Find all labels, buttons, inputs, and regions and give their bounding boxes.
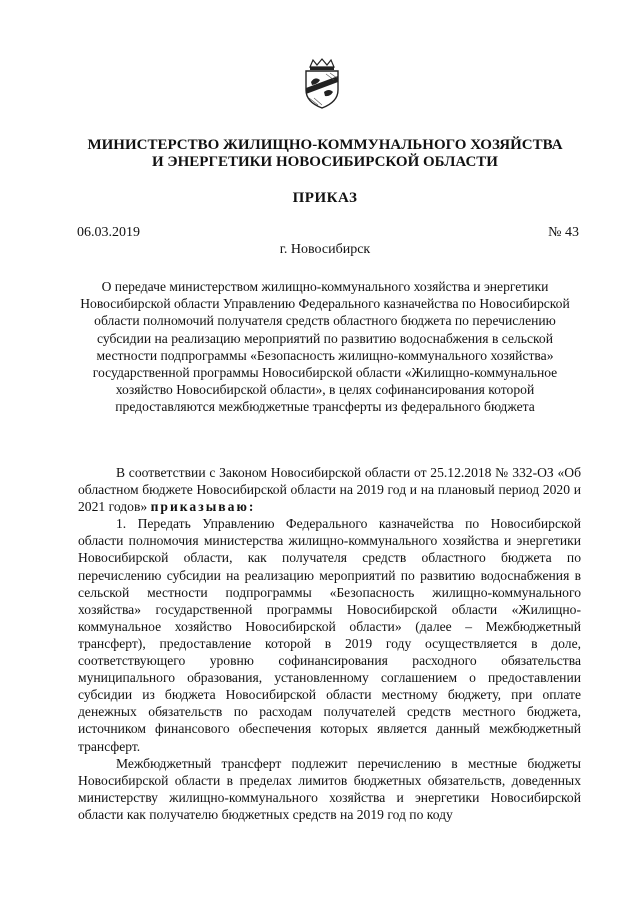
document-body bbox=[78, 464, 581, 823]
body-paragraph-2: Межбюджетный трансферт подлежит перечислению в местные бюджеты Новосибирской области в пределах лимитов бюджетных обязательств, доведенных министерству жилищно-коммунального хозяйства и энергетики Новосибирской области как получателю бюджетных средств на 2019 год по коду bbox=[78, 755, 581, 822]
ministry-name bbox=[60, 137, 590, 171]
ministry-name-line-1: МИНИСТЕРСТВО ЖИЛИЩНО-КОММУНАЛЬНОГО ХОЗЯЙСТВА bbox=[87, 137, 563, 153]
novosibirsk-coat-of-arms-icon bbox=[300, 58, 344, 110]
document-subject: О передаче министерством жилищно-коммунального хозяйства и энергетики Новосибирской области Управлению Федерального казначейства по Новосибирской области полномочий получателя средств областного бюджета по перечислению субсидии на реализацию мероприятий по развитию водоснабжения в сельской местности подпрограммы «Безопасность жилищно-коммунального хозяйства» государственной программы Новосибирской области «Жилищно-коммунальное хозяйство Новосибирской области», в целях софинансирования которой предоставляются межбюджетные трансферты из федерального бюджета bbox=[80, 279, 570, 415]
body-item-1: 1. Передать Управлению Федерального казначейства по Новосибирской области полномочия министерства жилищно-коммунального хозяйства и энергетики Новосибирской области, как получателя средств областного бюджета по перечислению субсидии на реализацию мероприятий по развитию водоснабжения в сельской местности подпрограммы «Безопасность жилищно-коммунального хозяйства» государственной программы Новосибирской области «Жилищно-коммунальное хозяйство Новосибирской области» (далее – Межбюджетный трансферт), предоставление которой в 2019 году осуществляется в доле, соответствующего уровню софинансирования расходного обязательства муниципального образования, установленному соглашением о предоставлении субсидии из бюджета Новосибирской области местному бюджету, при оплате денежных обязательств по расходам получателей средств местного бюджета, источником финансового обеспечения которых является данный межбюджетный трансферт. bbox=[78, 516, 581, 754]
document-date: 06.03.2019 bbox=[77, 225, 140, 240]
document-type-title: ПРИКАЗ bbox=[292, 190, 358, 206]
ministry-name-line-2: И ЭНЕРГЕТИКИ НОВОСИБИРСКОЙ ОБЛАСТИ bbox=[152, 154, 498, 170]
body-preamble bbox=[78, 464, 581, 515]
preamble-text: В соответствии с Законом Новосибирской области от 25.12.2018 № 332-ОЗ «Об областном бюджете Новосибирской области на 2019 год и на плановый период 2020 и 2021 годов» bbox=[78, 465, 581, 515]
document-city: г. Новосибирск bbox=[279, 242, 371, 257]
document-number: № 43 bbox=[548, 225, 579, 240]
order-word: приказываю: bbox=[150, 499, 256, 515]
